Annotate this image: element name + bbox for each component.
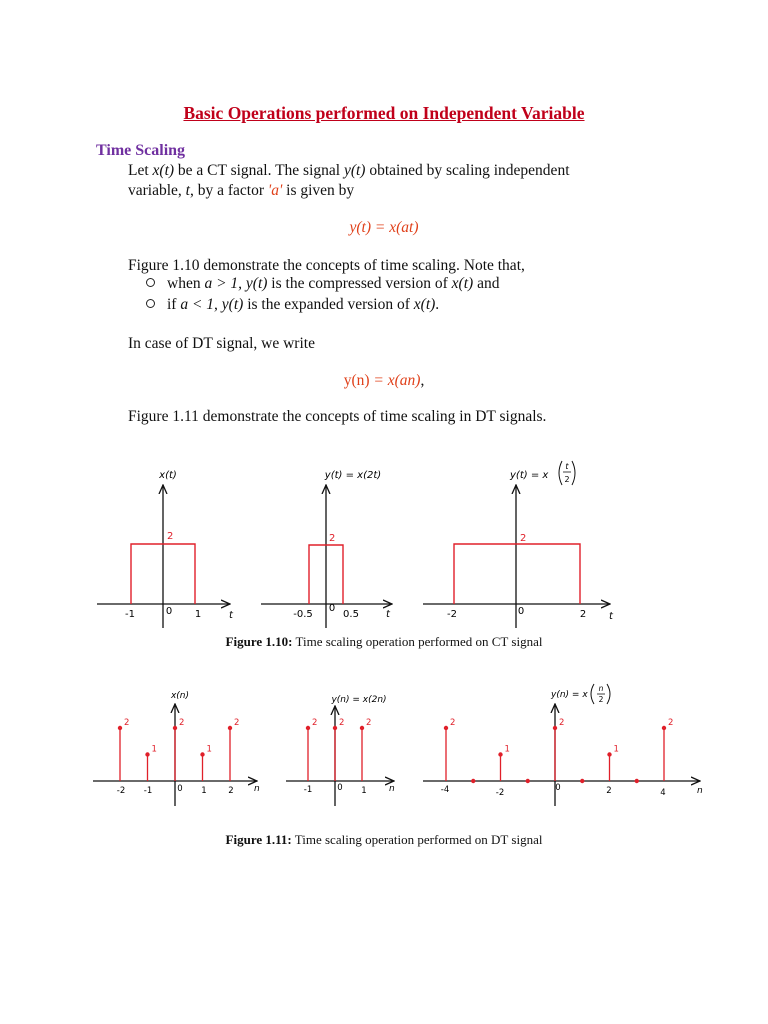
caption-text: Time scaling operation performed on DT signal	[291, 832, 543, 847]
data-label: 2	[339, 718, 345, 728]
tick-label: -2	[447, 609, 457, 620]
figure-1-10	[0, 455, 768, 630]
intro-line-1	[128, 161, 570, 181]
data-point	[580, 779, 584, 783]
stem-group	[118, 718, 240, 781]
amplitude-label: 2	[520, 533, 527, 544]
math-fragment: 'a'	[267, 182, 283, 199]
dt-plot-compressed	[286, 695, 395, 806]
data-point	[498, 752, 502, 756]
math-fragment: x(t)	[451, 275, 474, 292]
data-point	[553, 726, 557, 730]
data-label: 2	[559, 718, 565, 728]
bullet-icon	[146, 299, 155, 308]
text-fragment: obtained by scaling independent	[365, 162, 570, 179]
stem-group	[444, 718, 674, 783]
data-label: 1	[151, 744, 157, 755]
amplitude-label: 2	[167, 531, 174, 542]
x-axis-label: n	[254, 784, 260, 794]
tick-label: -1	[303, 785, 313, 795]
data-label: 2	[234, 718, 240, 728]
figure-intro-text: Figure 1.10 demonstrate the concepts of time scaling. Note that,	[128, 257, 525, 274]
y-axis-label: y(t) = x(2t)	[324, 470, 382, 481]
data-point	[173, 726, 177, 730]
paren-icon	[607, 684, 610, 704]
data-point	[306, 726, 310, 730]
data-label: 2	[668, 718, 674, 728]
y-axis-label: y(t) = x	[510, 470, 549, 481]
text-fragment: when	[167, 275, 205, 292]
tick-label: -2	[116, 786, 126, 796]
tick-label: 1	[361, 786, 367, 796]
tick-label: 2	[579, 609, 587, 620]
tick-label: 2	[606, 786, 612, 796]
tick-label: 0	[555, 783, 561, 793]
data-label: 1	[504, 744, 510, 755]
data-point	[444, 726, 448, 730]
math-fragment: a < 1, y(t)	[180, 296, 244, 313]
x-axis-label: t	[609, 611, 613, 622]
text-fragment: if	[167, 296, 181, 313]
x-axis-label: n	[389, 784, 395, 794]
data-point	[662, 726, 666, 730]
bullet-item	[146, 296, 439, 314]
tick-label: -2	[495, 788, 505, 798]
data-point	[360, 726, 364, 730]
paren-icon	[559, 461, 562, 485]
stem-group	[306, 718, 372, 781]
text-fragment: and	[473, 275, 500, 292]
fraction-denominator: 2	[598, 695, 604, 704]
section-heading: Time Scaling	[96, 142, 186, 159]
tick-label: 0	[517, 606, 525, 617]
fraction-numerator: t	[565, 462, 569, 471]
equation-dt	[0, 372, 768, 390]
tick-label: 4	[660, 788, 666, 798]
fraction-denominator: 2	[564, 475, 570, 484]
tick-label: 0	[328, 603, 336, 614]
dt-plot-xn	[93, 691, 260, 806]
ct-plot-compressed	[261, 470, 392, 628]
fraction-numerator: n	[598, 684, 604, 693]
text-fragment: is the compressed version of	[267, 275, 452, 292]
dt-figure-intro-text: Figure 1.11 demonstrate the concepts of time scaling in DT signals.	[128, 408, 547, 425]
text-fragment: Let	[128, 162, 153, 179]
tick-label: -1	[125, 609, 135, 620]
eq-rhs: = x(an)	[369, 372, 421, 389]
x-axis-label: n	[697, 786, 703, 796]
tick-label: 1	[201, 786, 207, 796]
data-point	[526, 779, 530, 783]
bullet-item	[146, 275, 499, 293]
data-label: 1	[206, 744, 212, 755]
data-point	[333, 726, 337, 730]
math-fragment: x(t)	[413, 296, 436, 313]
data-point	[200, 752, 204, 756]
data-label: 1	[613, 744, 619, 755]
data-point	[228, 726, 232, 730]
math-fragment: t	[185, 182, 190, 199]
eq-tail: ,	[420, 372, 425, 389]
y-axis-label: y(n) = x	[551, 690, 588, 700]
ct-plot-xt	[97, 470, 234, 628]
text-fragment: , by a factor	[189, 182, 268, 199]
data-point	[145, 752, 149, 756]
intro-line-2	[128, 181, 354, 201]
text-fragment: be a CT signal. The signal	[174, 162, 344, 179]
text-fragment: .	[435, 296, 440, 313]
tick-label: -4	[440, 785, 450, 795]
data-point	[635, 779, 639, 783]
data-label: 2	[366, 718, 372, 728]
figure-1-11	[0, 680, 768, 815]
x-axis-label: t	[386, 609, 390, 620]
y-axis-label: x(t)	[159, 470, 177, 481]
caption-label: Figure 1.11:	[225, 832, 292, 847]
math-fragment: y(t)	[343, 162, 366, 179]
eq-lhs: y(n)	[343, 372, 370, 389]
paren-icon	[591, 684, 594, 704]
data-label: 2	[179, 718, 185, 728]
x-axis-label: t	[229, 610, 233, 621]
dt-plot-expanded	[423, 684, 703, 806]
math-fragment: a > 1, y(t)	[204, 275, 268, 292]
caption-text: Time scaling operation performed on CT signal	[292, 634, 543, 649]
text-fragment: is the expanded version of	[243, 296, 414, 313]
tick-label: 1	[194, 609, 202, 620]
caption-label: Figure 1.10:	[225, 634, 293, 649]
y-axis-label: y(n) = x(2n)	[331, 695, 387, 705]
data-label: 2	[450, 718, 456, 728]
ct-plot-expanded	[423, 461, 614, 628]
tick-label: 0	[165, 606, 173, 617]
page-title: Basic Operations performed on Independent Variable	[183, 103, 585, 123]
figure-1-10-caption	[0, 634, 768, 650]
text-fragment: is given by	[282, 182, 355, 199]
tick-label: 0.5	[343, 609, 359, 620]
dt-intro-text: In case of DT signal, we write	[128, 335, 315, 352]
paren-icon	[572, 461, 575, 485]
y-axis-label: x(n)	[170, 691, 190, 701]
tick-label: 0	[177, 784, 183, 794]
data-label: 2	[124, 718, 130, 728]
math-fragment: x(t)	[152, 162, 175, 179]
equation-ct: y(t) = x(at)	[349, 219, 419, 236]
amplitude-label: 2	[329, 533, 336, 544]
data-label: 2	[312, 718, 318, 728]
tick-label: -0.5	[293, 609, 313, 620]
tick-label: 2	[228, 786, 234, 796]
data-point	[471, 779, 475, 783]
tick-label: -1	[143, 786, 153, 796]
signal-pulse	[454, 544, 580, 604]
tick-label: 0	[337, 783, 343, 793]
figure-1-11-caption	[0, 832, 768, 848]
data-point	[607, 752, 611, 756]
text-fragment: variable,	[128, 182, 186, 199]
data-point	[118, 726, 122, 730]
bullet-icon	[146, 278, 155, 287]
